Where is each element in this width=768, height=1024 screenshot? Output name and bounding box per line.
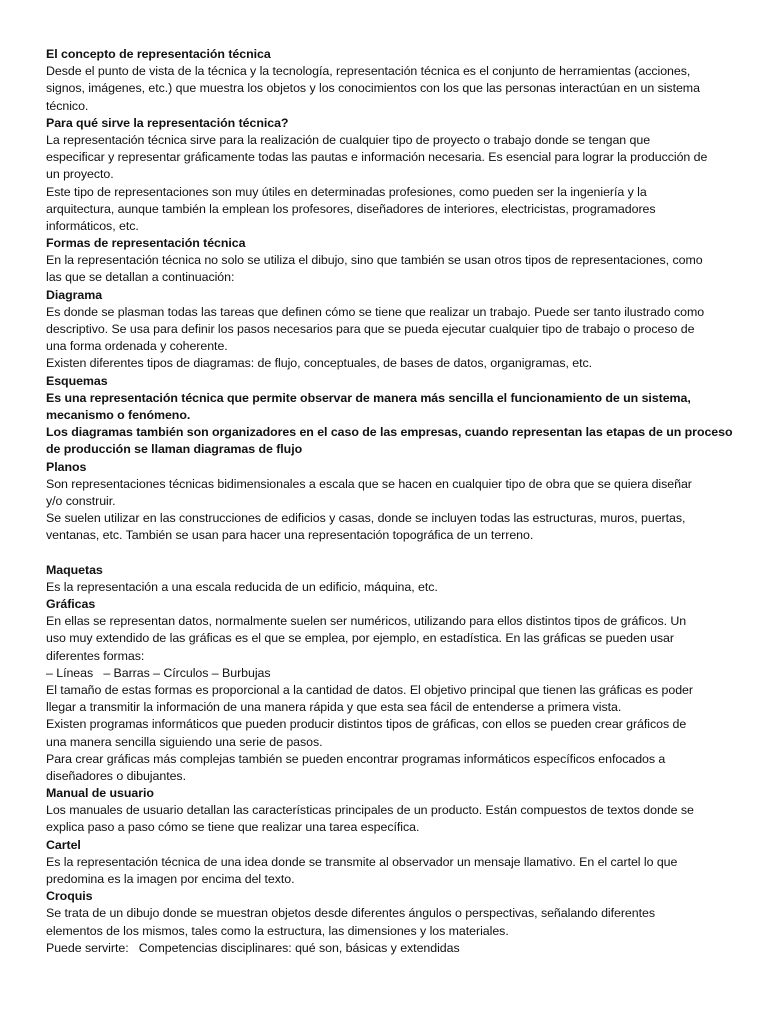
body-text-line: Se suelen utilizar en las construcciones de edificios y casas, donde se incluyen todas las estructuras, muros, puertas, bbox=[46, 511, 686, 526]
body-text-line: El tamaño de estas formas es proporcional a la cantidad de datos. El objetivo principal que tienen las gráficas es poder bbox=[46, 682, 693, 697]
heading-line: Esquemas bbox=[46, 373, 108, 388]
body-text-line: Es la representación a una escala reducida de un edificio, máquina, etc. bbox=[46, 579, 438, 594]
body-text-line: – Líneas – Barras – Círculos – Burbujas bbox=[46, 665, 271, 680]
heading-line: Diagrama bbox=[46, 287, 103, 302]
body-text-line: predomina es la imagen por encima del texto. bbox=[46, 872, 295, 886]
document-page bbox=[46, 46, 733, 957]
body-text-line: técnico. bbox=[46, 98, 89, 113]
heading-line: Los diagramas también son organizadores en el caso de las empresas, cuando representan las etapas de un proceso bbox=[46, 425, 733, 440]
body-text-line: explica paso a paso cómo se tiene que realizar una tarea específica. bbox=[46, 820, 420, 835]
heading-line: Es una representación técnica que permite observar de manera más sencilla el funcionamiento de un sistema, bbox=[46, 390, 691, 405]
body-text-line: Puede servirte: Competencias disciplinares: qué son, básicas y extendidas bbox=[46, 940, 460, 955]
body-text-line: Desde el punto de vista de la técnica y la tecnología, representación técnica es el conjunto de herramientas (acciones, bbox=[46, 64, 691, 79]
heading-line: Cartel bbox=[46, 837, 81, 852]
heading-line: Para qué sirve la representación técnica? bbox=[46, 115, 289, 130]
blank-line bbox=[46, 544, 726, 561]
body-text-line: Se trata de un dibujo donde se muestran objetos desde diferentes ángulos o perspectivas, señalando diferentes bbox=[46, 906, 655, 921]
body-text-line: uso muy extendido de las gráficas es el que se emplea, por ejemplo, en estadística. En las gráficas se pueden usar bbox=[46, 631, 674, 646]
body-text-line: y/o construir. bbox=[46, 493, 116, 508]
body-text-line: Para crear gráficas más complejas también se pueden encontrar programas informáticos específicos enfocados a bbox=[46, 751, 666, 766]
body-text-line: En ellas se representan datos, normalmente suelen ser numéricos, utilizando para ellos distintos tipos de gráficos. Un bbox=[46, 614, 687, 629]
body-text-line: Los manuales de usuario detallan las características principales de un producto. Están compuestos de textos donde se bbox=[46, 803, 694, 818]
heading-line: Maquetas bbox=[46, 562, 103, 577]
body-text-line: arquitectura, aunque también la emplean los profesores, diseñadores de interiores, electricistas, programadores bbox=[46, 201, 656, 216]
heading-line: mecanismo o fenómeno. bbox=[46, 407, 191, 422]
body-text-line: signos, imágenes, etc.) que muestra los objetos y los conocimientos con los que las personas interactúan en un sistema bbox=[46, 81, 700, 96]
body-text-line: diferentes formas: bbox=[46, 648, 145, 663]
body-text-line: Son representaciones técnicas bidimensionales a escala que se hacen en cualquier tipo de obra que se quiera diseñar bbox=[46, 476, 692, 491]
heading-line: de producción se llaman diagramas de flujo bbox=[46, 442, 303, 457]
body-text-line: elementos de los mismos, tales como la estructura, las dimensiones y los materiales. bbox=[46, 923, 509, 938]
body-text-line: una manera sencilla siguiendo una serie de pasos. bbox=[46, 734, 323, 749]
heading-line: El concepto de representación técnica bbox=[46, 47, 271, 61]
body-text-line: informáticos, etc. bbox=[46, 218, 139, 233]
heading-line: Croquis bbox=[46, 889, 93, 904]
body-text-line: Es la representación técnica de una idea donde se transmite al observador un mensaje llamativo. En el cartel lo que bbox=[46, 854, 678, 869]
heading-line: Gráficas bbox=[46, 597, 96, 611]
body-text-line: Existen diferentes tipos de diagramas: de flujo, conceptuales, de bases de datos, organigramas, etc. bbox=[46, 356, 593, 371]
heading-line: Formas de representación técnica bbox=[46, 236, 246, 251]
body-text-line: una forma ordenada y coherente. bbox=[46, 339, 228, 354]
heading-line: Planos bbox=[46, 459, 87, 474]
body-text-line: ventanas, etc. También se usan para hacer una representación topográfica de un terreno. bbox=[46, 528, 534, 543]
body-text-line: Es donde se plasman todas las tareas que definen cómo se tiene que realizar un trabajo. Puede ser tanto ilustrado como bbox=[46, 304, 705, 319]
body-text-line: Existen programas informáticos que pueden producir distintos tipos de gráficas, con ellos se pueden crear gráficos de bbox=[46, 717, 687, 732]
body-text-line: En la representación técnica no solo se utiliza el dibujo, sino que también se usan otros tipos de representaciones, como bbox=[46, 253, 703, 268]
body-text-line: Este tipo de representaciones son muy útiles en determinadas profesiones, como pueden ser la ingeniería y la bbox=[46, 184, 647, 199]
body-text-line: descriptivo. Se usa para definir los pasos necesarios para que se pueda ejecutar cualquier tipo de trabajo o proceso de bbox=[46, 322, 695, 336]
body-text-line: un proyecto. bbox=[46, 167, 114, 182]
body-text-line: diseñadores o dibujantes. bbox=[46, 768, 186, 783]
body-text-line: las que se detallan a continuación: bbox=[46, 270, 235, 285]
heading-line: Manual de usuario bbox=[46, 786, 154, 801]
body-text-line: llegar a transmitir la información de una manera rápida y que esta sea fácil de entenderse a primera vista. bbox=[46, 700, 622, 715]
body-text-line: La representación técnica sirve para la realización de cualquier tipo de proyecto o trabajo donde se tengan que bbox=[46, 132, 651, 147]
body-text-line: especificar y representar gráficamente todas las pautas e información necesaria. Es esencial para lograr la producción de bbox=[46, 150, 708, 165]
